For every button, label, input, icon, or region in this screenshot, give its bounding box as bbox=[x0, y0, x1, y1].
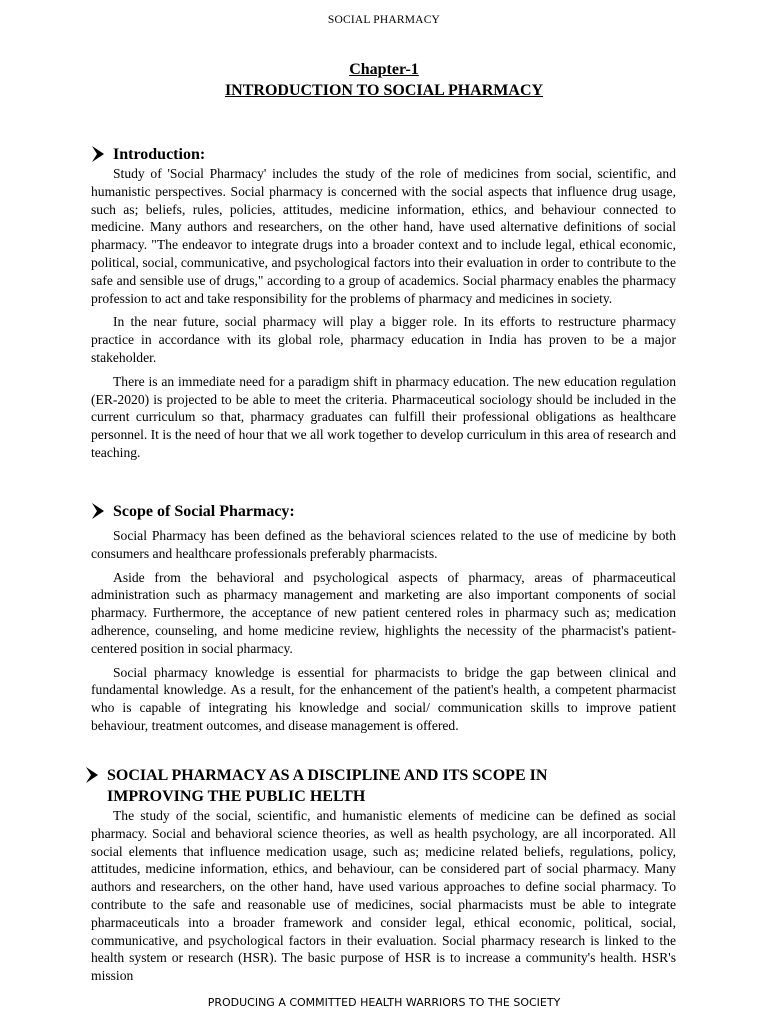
section-heading-discipline bbox=[85, 765, 707, 807]
section-heading-line-1: SOCIAL PHARMACY AS A DISCIPLINE AND ITS SCOPE IN bbox=[107, 767, 548, 784]
section-scope bbox=[91, 501, 676, 735]
section-heading bbox=[91, 144, 676, 165]
paragraph: In the near future, social pharmacy will play a bigger role. In its efforts to restructure pharmacy practice in accordance with its global role, pharmacy education in India has proven to be a major stakeholder. bbox=[91, 314, 676, 365]
chapter-title: INTRODUCTION TO SOCIAL PHARMACY bbox=[224, 82, 544, 99]
section-discipline-body bbox=[91, 807, 676, 985]
paragraph: Aside from the behavioral and psychological aspects of pharmacy, areas of pharmaceutical administration such as pharmacy management and marketing are also important components of social pharmacy. Furthermore, the acceptance of new patient centered roles in pharmacy such as; medication adherence, counseling, and home medicine review, highlights the necessity of the pharmacist's patient-centered position in social pharmacy. bbox=[91, 569, 676, 656]
section-introduction bbox=[91, 144, 676, 462]
arrowhead-bullet-icon bbox=[91, 145, 105, 163]
chapter-number: Chapter-1 bbox=[349, 61, 419, 78]
paragraph: The study of the social, scientific, and humanistic elements of medicine can be defined as social pharmacy. Social and behavioral science theories, as well as health psychology, are all incorporated. All social elements that influence medication usage, such as; medicine related beliefs, regulations, policy, attitudes, medicine information, ethics, and behaviour, can be considered part of social pharmacy. Many authors and researchers, on the other hand, have used various approaches to define social pharmacy. To contribute to the safe and reasonable use of medicines, social pharmacists must be able to integrate pharmaceuticals into a broader framework and consider legal, ethical economic, political, social, communicative, and psychological factors in their evaluation. Social pharmacy research is linked to the health system or research (HSR). The basic purpose of HSR is to increase a community's health. HSR's mission bbox=[91, 808, 676, 984]
section-heading-text: Introduction: bbox=[113, 146, 206, 163]
running-header: SOCIAL PHARMACY bbox=[327, 14, 441, 26]
section-heading-line-2: IMPROVING THE PUBLIC HELTH bbox=[107, 788, 366, 805]
paragraph: Social Pharmacy has been defined as the behavioral sciences related to the use of medicine by both consumers and healthcare professionals preferably pharmacists. bbox=[91, 528, 676, 561]
arrowhead-bullet-icon bbox=[91, 502, 105, 520]
chapter-heading bbox=[0, 59, 768, 101]
paragraph: There is an immediate need for a paradigm shift in pharmacy education. The new education regulation (ER-2020) is projected to be able to meet the criteria. Pharmaceutical sociology should be included in the current curriculum so that, pharmacy graduates can fulfill their professional obligations as healthcare personnel. It is the need of hour that we all work together to develop curriculum in this area of research and teaching. bbox=[91, 373, 676, 460]
section-heading-text: Scope of Social Pharmacy: bbox=[113, 503, 295, 520]
arrowhead-bullet-icon bbox=[85, 766, 99, 784]
paragraph: Social pharmacy knowledge is essential for pharmacists to bridge the gap between clinical and fundamental knowledge. As a result, for the enhancement of the patient's health, a competent pharmacist who is capable of integrating his knowledge and social/ communication skills to improve patient behaviour, treatment outcomes, and disease management is offered. bbox=[91, 664, 676, 733]
running-footer: PRODUCING A COMMITTED HEALTH WARRIORS TO THE SOCIETY bbox=[207, 996, 561, 1009]
section-heading bbox=[91, 501, 676, 522]
paragraph: Study of 'Social Pharmacy' includes the study of the role of medicines from social, scientific, and humanistic perspectives. Social pharmacy is concerned with the social aspects that influence drug usage, such as; beliefs, rules, policies, attitudes, medicine information, ethics, and behaviour connected to medicine. Many authors and researchers, on the other hand, have used alternative definitions of social pharmacy. "The endeavor to integrate drugs into a broader context and to include legal, ethical economic, political, social, communicative, and psychological factors into their evaluation in order to contribute to the safe and sensible use of drugs," according to a group of academics. Social pharmacy enables the pharmacy profession to act and take responsibility for the problems of pharmacy and medicines in society. bbox=[91, 166, 676, 306]
